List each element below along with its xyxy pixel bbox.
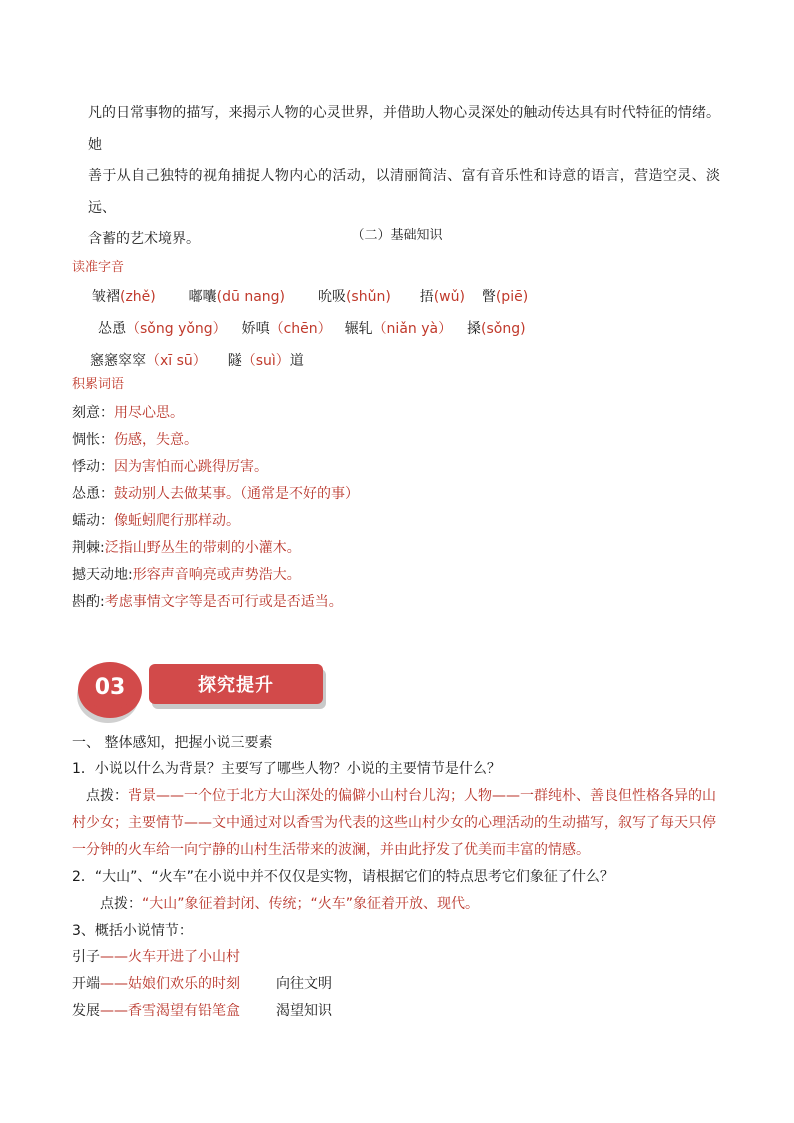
plot-text: ——香雪渴望有铅笔盒	[100, 1003, 240, 1019]
word: 吮吸	[317, 289, 346, 305]
pinyin: (zhě)	[120, 289, 156, 305]
plot-item	[72, 1000, 332, 1022]
vocab-item	[72, 481, 722, 508]
vocab-item	[72, 589, 722, 616]
vocab-list	[72, 400, 722, 616]
plot-note: 渴望知识	[276, 1003, 332, 1019]
vocab-item	[72, 400, 722, 427]
answer-1-line-1	[86, 785, 716, 807]
answer-1-line-3: 一分钟的火车给一向宁静的山村生活带来的波澜，并由此抒发了优美而丰富的情感。	[72, 842, 590, 858]
vocab-term: 斟酌:	[72, 594, 105, 610]
word: 娇嗔	[241, 321, 270, 337]
answer-text: 背景——一个位于北方大山深处的偏僻小山村台儿沟；人物——一群纯朴、善良但性格各异的山	[128, 788, 716, 804]
plot-text: ——姑娘们欢乐的时刻	[100, 976, 240, 992]
pinyin: (dū nang)	[216, 289, 286, 305]
plot-stage: 开端	[72, 976, 100, 992]
pinyin: （xī sū）	[146, 353, 207, 369]
word: 嘟囔	[188, 289, 217, 305]
plot-text: ——火车开进了小山村	[100, 949, 240, 965]
vocab-definition: 鼓动别人去做某事。（通常是不好的事）	[114, 486, 359, 502]
banner-number: 03	[84, 664, 136, 710]
pronunciation-heading: 读准字音	[72, 260, 125, 275]
vocab-term: 刻意：	[72, 405, 114, 421]
intro-line: 凡的日常事物的描写，来揭示人物的心灵世界，并借助人物心灵深处的触动传达具有时代特征的情绪。她	[88, 105, 720, 153]
word: 窸窸窣窣	[90, 353, 146, 369]
vocab-item	[72, 427, 722, 454]
answer-text: “大山”象征着封闭、传统；“火车”象征着开放、现代。	[142, 896, 480, 912]
word-tail: 道	[289, 353, 304, 369]
answer-2	[100, 893, 479, 915]
section-title: （二）基础知识	[351, 228, 443, 243]
vocab-term: 撼天动地:	[72, 567, 133, 583]
vocab-definition: 伤感，失意。	[114, 432, 198, 448]
word: 怂恿	[98, 321, 126, 337]
word: 搡	[467, 321, 481, 337]
vocab-term: 怂恿：	[72, 486, 114, 502]
hint-prefix: 点拨：	[86, 788, 128, 804]
vocab-term: 荆棘:	[72, 540, 105, 556]
word: 瞥	[481, 289, 496, 305]
hint-prefix: 点拨：	[100, 896, 142, 912]
plot-stage: 发展	[72, 1003, 100, 1019]
word: 捂	[419, 289, 434, 305]
question-2: 2．“大山”、“火车”在小说中并不仅仅是实物，请根据它们的特点思考它们象征了什么？	[72, 869, 614, 885]
plot-note: 向往文明	[276, 976, 332, 992]
word: 辗轧	[344, 321, 373, 337]
vocab-item	[72, 454, 722, 481]
word: 皱褶	[92, 289, 120, 305]
vocab-definition: 形容声音响亮或声势浩大。	[132, 567, 301, 583]
answer-1-line-2: 村少女；主要情节——文中通过对以香雪为代表的这些山村少女的心理活动的生动描写，叙写了每天只停	[72, 815, 716, 831]
question-0: 一、 整体感知，把握小说三要素	[72, 735, 273, 751]
pronunciation-row-2	[98, 318, 526, 340]
vocab-term: 悸动：	[72, 459, 114, 475]
question-1: 1．小说以什么为背景？主要写了哪些人物？小说的主要情节是什么？	[72, 761, 501, 777]
pinyin: (piē)	[495, 289, 529, 305]
plot-item	[72, 946, 240, 968]
banner-label: 探究提升	[149, 664, 323, 704]
pinyin: （sǒng yǒng）	[126, 321, 227, 337]
word: 隧	[227, 353, 242, 369]
vocab-item	[72, 535, 722, 562]
plot-item	[72, 973, 332, 995]
pinyin: (wǔ)	[433, 289, 465, 305]
vocab-definition: 用尽心思。	[114, 405, 184, 421]
pinyin: （niǎn yà）	[372, 321, 453, 337]
vocab-definition: 像蚯蚓爬行那样动。	[114, 513, 240, 529]
vocab-term: 蠕动：	[72, 513, 114, 529]
pinyin: （suì）	[241, 353, 290, 369]
vocab-item	[72, 508, 722, 535]
vocab-heading: 积累词语	[72, 377, 125, 392]
intro-line: 含蓄的艺术境界。	[88, 231, 200, 247]
vocab-definition: 泛指山野丛生的带刺的小灌木。	[104, 540, 301, 556]
pronunciation-row-1	[92, 286, 528, 308]
vocab-definition: 因为害怕而心跳得厉害。	[114, 459, 268, 475]
question-3: 3、概括小说情节：	[72, 923, 193, 939]
vocab-item	[72, 562, 722, 589]
vocab-term: 惆怅：	[72, 432, 114, 448]
section-banner	[76, 660, 336, 722]
pronunciation-row-3	[90, 350, 304, 372]
plot-stage: 引子	[72, 949, 100, 965]
vocab-definition: 考虑事情文字等是否可行或是否适当。	[104, 594, 343, 610]
pinyin: (shǔn)	[345, 289, 391, 305]
pinyin: （chēn）	[269, 321, 332, 337]
pinyin: (sǒng)	[481, 321, 526, 337]
intro-line: 善于从自己独特的视角捕捉人物内心的活动，以清丽简洁、富有音乐性和诗意的语言，营造空灵、淡远、	[88, 168, 720, 216]
